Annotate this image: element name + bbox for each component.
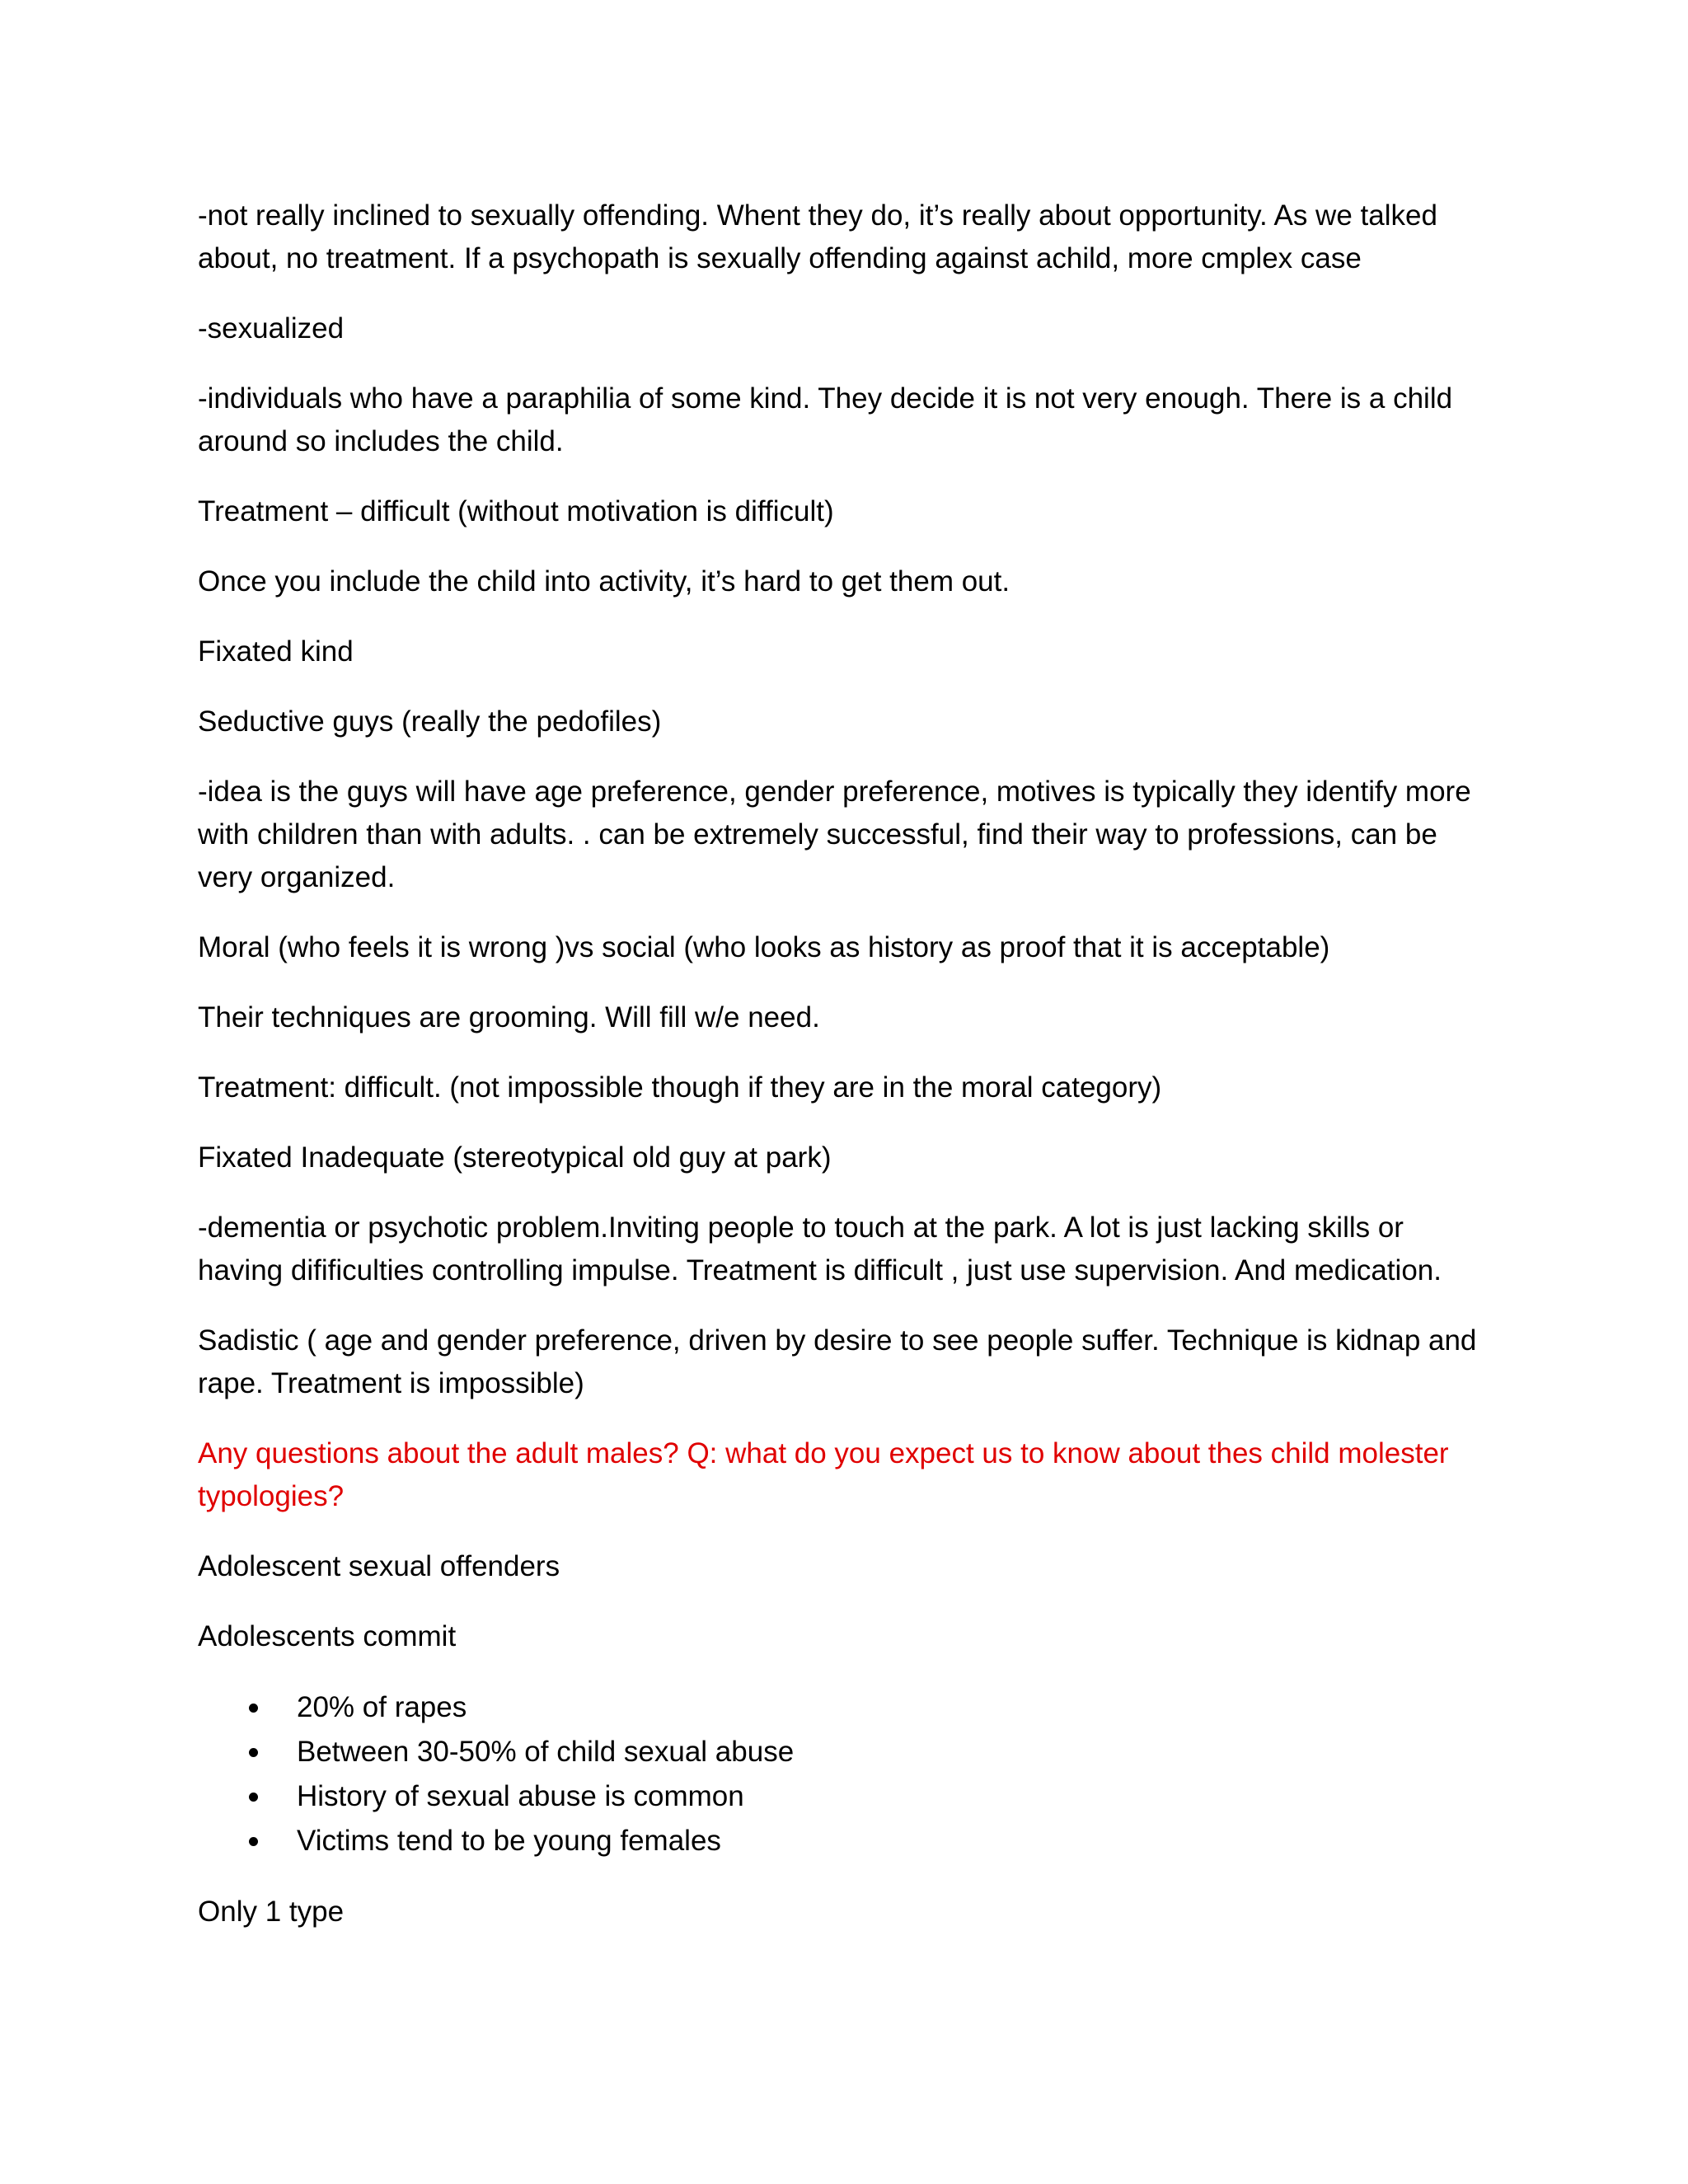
paragraph-age-preference: -idea is the guys will have age preference, gender preference, motives is typically they identify more with children than with adults. . can be extremely successful, find their way to professions, can be very organized. [198, 776, 1471, 893]
bullet-icon [249, 1837, 258, 1846]
list-item [198, 1685, 1484, 1730]
paragraph-moral-vs-social: Moral (who feels it is wrong )vs social (who looks as history as proof that it is acceptable) [198, 931, 1330, 963]
paragraph-dementia-note: -dementia or psychotic problem.Inviting people to touch at the park. A lot is just lacking skills or having difificulties controlling impulse. Treatment is difficult , just use supervision. And medication. [198, 1212, 1442, 1286]
bullet-icon [249, 1704, 258, 1713]
list-item-text: Victims tend to be young females [297, 1825, 721, 1857]
question-paragraph: Any questions about the adult males? Q: what do you expect us to know about thes child molester typologies? [198, 1437, 1449, 1512]
paragraph-fixated-kind: Fixated kind [198, 635, 354, 668]
section-heading: Adolescent sexual offenders [198, 1550, 560, 1582]
list-item-text: Between 30-50% of child sexual abuse [297, 1736, 795, 1768]
list-item [198, 1819, 1484, 1863]
paragraph-include-child: Once you include the child into activity, it’s hard to get them out. [198, 565, 1010, 598]
paragraph-psychopath-note: -not really inclined to sexually offending. Whent they do, it’s really about opportunity. As we talked about, no treatment. If a psychopath is sexually offending against achild, more cmplex case [198, 199, 1437, 274]
list-item-text: 20% of rapes [297, 1691, 467, 1723]
bullet-icon [249, 1793, 258, 1802]
bullet-list [198, 1685, 1484, 1863]
bullet-icon [249, 1748, 258, 1757]
paragraph-treatment-moral: Treatment: difficult. (not impossible though if they are in the moral category) [198, 1071, 1162, 1104]
paragraph-treatment-difficult: Treatment – difficult (without motivation is difficult) [198, 495, 834, 527]
paragraph-grooming: Their techniques are grooming. Will fill w/e need. [198, 1001, 820, 1033]
paragraph-sexualized: -sexualized [198, 312, 345, 344]
paragraph-paraphilia-note: -individuals who have a paraphilia of some kind. They decide it is not very enough. There is a child around so includes the child. [198, 382, 1453, 457]
list-item [198, 1774, 1484, 1819]
list-item [198, 1730, 1484, 1774]
document-body [198, 194, 1484, 1961]
closing-line: Only 1 type [198, 1896, 345, 1928]
paragraph-sadistic: Sadistic ( age and gender preference, driven by desire to see people suffer. Technique is kidnap and rape. Treatment is impossible) [198, 1324, 1477, 1399]
list-intro: Adolescents commit [198, 1620, 457, 1652]
paragraph-seductive-guys: Seductive guys (really the pedofiles) [198, 705, 662, 738]
list-item-text: History of sexual abuse is common [297, 1780, 744, 1812]
paragraph-fixated-inadequate: Fixated Inadequate (stereotypical old guy at park) [198, 1141, 832, 1174]
